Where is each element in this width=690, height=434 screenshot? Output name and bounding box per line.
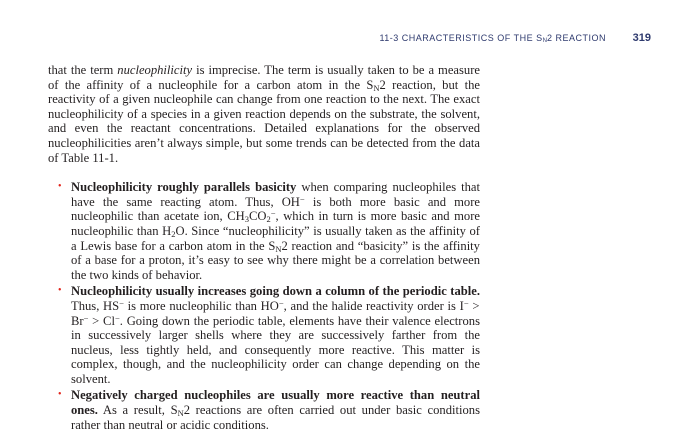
bullet-icon: • [58,285,62,297]
intro-paragraph: that the term nucleophilicity is imprecise. The term is usually taken to be a measure of the affinity of a nucleophile for a carbon atom in the $S_N2$ reaction, but the reactivity of a given nucleophile can change from one reaction to the next. The exact nucleophilicity of a species in a given reaction depends on the substrate, the solvent, and even the reactant concentrations. Detailed explanations for the observed nucleophilicities aren’t always simple, but some trends can be detected from the data of Table 11-1. [48,63,480,165]
body-text [48,63,480,434]
list-item: • Nucleophilicity roughly parallels basicity when comparing nucleophiles that have the same reacting atom. Thus, OH− is both more basic and more nucleophilic than acetate ion, $CH_3CO_2^-$, which in turn is more basic and more nucleophilic than $H_2O$. Since “nucleophilicity” is usually taken as the affinity of a Lewis base for a carbon atom in the $S_N2$ reaction and “basicity” is the affinity of a base for a proton, it’s easy to see why there might be a correlation between the two kinds of behavior. [58,180,480,282]
bullet-lead: Negatively charged nucleophiles are usually more reactive than neutral ones. [71,388,480,418]
term-nucleophilicity: nucleophilicity [117,63,193,77]
running-head-subscript: N [542,38,547,44]
page-number: 319 [632,32,651,44]
running-head [379,33,606,44]
bullet-icon: • [58,389,62,401]
trend-list [48,180,480,432]
bullet-lead: Nucleophilicity usually increases going down a column of the periodic table. [71,284,480,299]
bullet-lead: Nucleophilicity roughly parallels basicity [71,180,297,195]
bullet-icon: • [58,181,62,193]
running-head-text: 11-3 CHARACTERISTICS OF THE S [379,33,543,43]
list-item: • Nucleophilicity usually increases going down a column of the periodic table. Thus, HS− is more nucleophilic than HO−, and the halide reactivity order is I− > Br− > Cl−. Going down the periodic table, elements have their valence electrons in successively larger shells where they are successively farther from the nucleus, less tightly held, and consequently more reactive. This matter is complex, though, and the nucleophilicity order can change depending on the solvent. [58,284,480,386]
page-header [0,33,690,47]
running-head-text-end: 2 REACTION [546,33,606,43]
list-item: • Negatively charged nucleophiles are usually more reactive than neutral ones. As a result, $S_N2$ reactions are often carried out under basic conditions rather than neutral or acidic conditions. [58,388,480,432]
